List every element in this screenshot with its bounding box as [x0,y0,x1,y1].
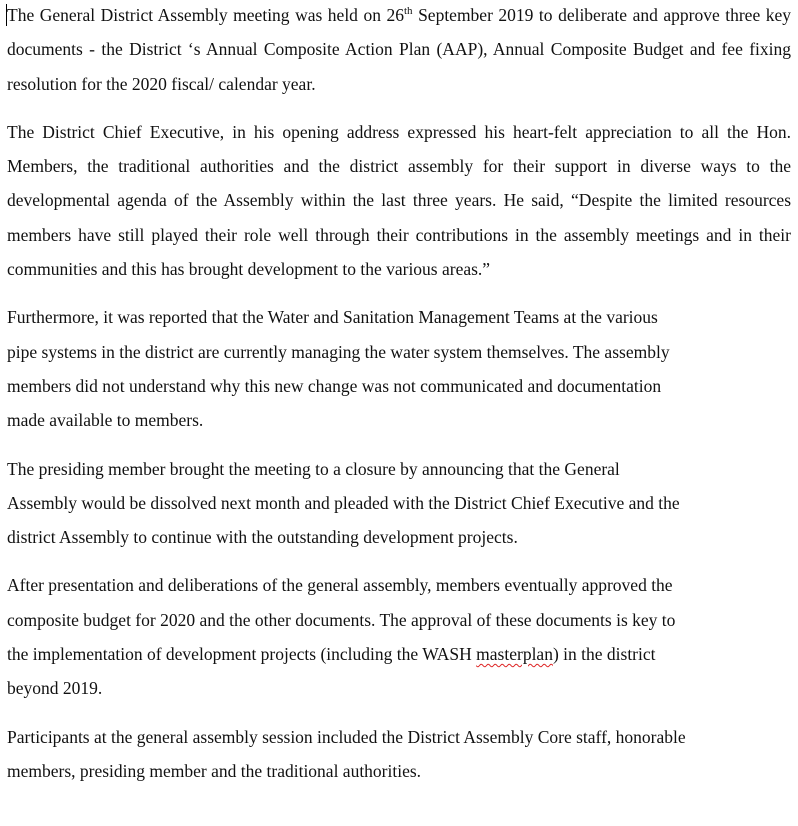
paragraph-4 [7,452,791,555]
paragraph-1-text-a: The General District Assembly meeting was held on 26 [7,5,404,25]
paragraph-4-line-2: Assembly would be dissolved next month and pleaded with the District Chief Executive and the [7,492,680,513]
paragraph-6-line-2: members, presiding member and the traditional authorities. [7,760,422,781]
spellcheck-flagged-word[interactable]: masterplan [476,644,553,665]
paragraph-3 [7,300,791,437]
paragraph-5-line-4: beyond 2019. [7,678,103,699]
paragraph-4-line-1: The presiding member brought the meeting to a closure by announcing that the General [7,458,620,479]
paragraph-1 [7,0,791,101]
paragraph-5-line-3c: ) in the district [552,644,656,665]
paragraph-2: The District Chief Executive, in his opening address expressed his heart-felt appreciation to all the Hon. Members, the traditional authorities and the district assembly for their support in diverse ways to the developmental agenda of the Assembly within the last three years. He said, “Despite the limited resources members have still played their role well through their contributions in the assembly meetings and in their communities and this has brought development to the various areas.” [7,121,791,280]
paragraph-6-line-1: Participants at the general assembly session included the District Assembly Core staff, honorable [7,726,686,747]
paragraph-1-text-b: September 2019 to deliberate and approve three key documents - the District ‘s Annual Composite Action Plan (AAP), Annual Composite Budget and fee fixing resolution for the 2020 fiscal/ calendar year. [7,5,791,94]
paragraph-3-line-3: members did not understand why this new change was not communicated and documentation [7,375,662,396]
paragraph-5 [7,568,791,705]
document-body [7,0,791,788]
paragraph-4-line-3: district Assembly to continue with the outstanding development projects. [7,527,518,548]
paragraph-5-line-1: After presentation and deliberations of the general assembly, members eventually approved the [7,575,673,596]
paragraph-3-line-1: Furthermore, it was reported that the Water and Sanitation Management Teams at the various [7,307,658,328]
paragraph-6 [7,720,791,789]
paragraph-5-line-3a: the implementation of development projects (including the WASH [7,644,477,665]
paragraph-5-line-2: composite budget for 2020 and the other documents. The approval of these documents is key to [7,609,676,630]
paragraph-3-line-4: made available to members. [7,410,204,431]
ordinal-suffix: th [403,5,413,17]
paragraph-3-line-2: pipe systems in the district are currently managing the water system themselves. The assembly [7,341,670,362]
